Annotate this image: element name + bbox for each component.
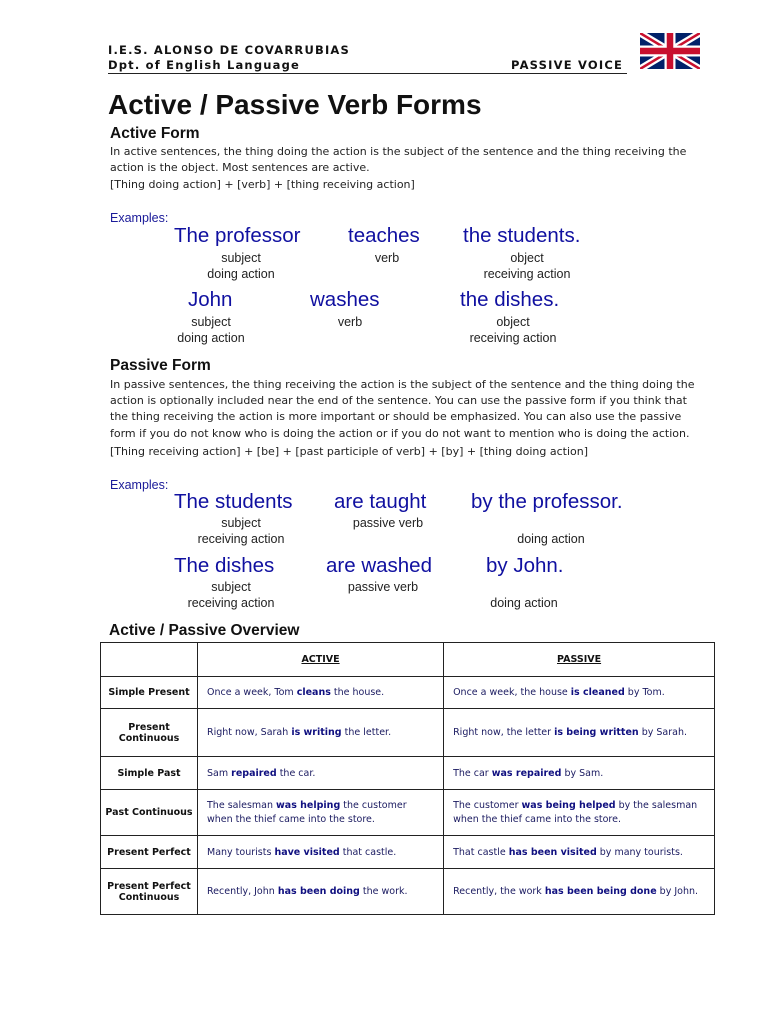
active-ex2-subject: John: [188, 288, 233, 311]
passive-ex2-verb: are washed: [326, 554, 432, 577]
passive-ex2-agent-label: doing action: [490, 596, 558, 610]
active-ex2-verb: washes: [310, 288, 380, 311]
passive-ex2-subject: The dishes: [174, 554, 275, 577]
passive-form-formula: [Thing receiving action] + [be] + [past participle of verb] + [by] + [thing doing action]: [110, 445, 589, 458]
passive-ex1-agent: by the professor.: [471, 490, 623, 513]
active-example-cell: Once a week, Tom cleans the house.: [198, 677, 444, 709]
passive-example-cell: The customer was being helped by the salesman when the thief came into the store.: [444, 790, 715, 836]
active-example-cell: Sam repaired the car.: [198, 757, 444, 790]
active-ex1-verb-label: verb: [374, 251, 400, 265]
table-row: [101, 790, 715, 836]
active-ex2-object: the dishes.: [460, 288, 560, 311]
active-ex1-verb: teaches: [348, 224, 420, 247]
table-header-row: [101, 643, 715, 677]
tense-label: Present Perfect Continuous: [101, 869, 198, 915]
table-row: [101, 677, 715, 709]
passive-form-paragraph: In passive sentences, the thing receiving the action is the subject of the sentence and the thing doing the action is optionally included near the end of the sentence. You can use the passive form if you think that the thing receiving the action is more important or should be emphasized. You can also use the passive form if you do not know who is doing the action or if you do not want to mention who is doing the action.: [110, 378, 695, 440]
table-corner-cell: [101, 643, 198, 677]
active-ex1-object-label: object receiving action: [483, 251, 571, 281]
passive-ex1-subject: The students: [174, 490, 293, 513]
tense-label: Simple Past: [101, 757, 198, 790]
table-row: [101, 709, 715, 757]
header-divider: [108, 73, 627, 74]
passive-ex1-verb-label: passive verb: [352, 516, 424, 530]
passive-ex2-verb-label: passive verb: [347, 580, 419, 594]
active-ex2-verb-label: verb: [337, 315, 363, 329]
overview-table: [100, 642, 715, 915]
active-example-cell: Recently, John has been doing the work.: [198, 869, 444, 915]
active-ex1-subject: The professor: [174, 224, 301, 247]
active-examples-label: Examples:: [110, 211, 169, 225]
passive-ex1-subject-label: subject receiving action: [197, 516, 285, 546]
passive-example-cell: Recently, the work has been being done by John.: [444, 869, 715, 915]
active-example-cell: The salesman was helping the customer when the thief came into the store.: [198, 790, 444, 836]
active-ex1-object: the students.: [463, 224, 581, 247]
active-form-heading: Active Form: [110, 125, 200, 142]
active-form-formula: [Thing doing action] + [verb] + [thing receiving action]: [110, 178, 415, 191]
passive-ex1-agent-label: doing action: [517, 532, 585, 546]
passive-form-heading: Passive Form: [110, 357, 211, 374]
passive-ex1-verb: are taught: [334, 490, 427, 513]
page-title: Active / Passive Verb Forms: [108, 89, 482, 120]
overview-heading: Active / Passive Overview: [109, 622, 300, 639]
passive-ex2-subject-label: subject receiving action: [187, 580, 275, 610]
active-ex2-object-label: object receiving action: [469, 315, 557, 345]
table-row: [101, 869, 715, 915]
active-column-header: ACTIVE: [198, 643, 444, 677]
passive-column-header: PASSIVE: [444, 643, 715, 677]
tense-label: Simple Present: [101, 677, 198, 709]
tense-label: Past Continuous: [101, 790, 198, 836]
uk-flag-icon: [640, 33, 700, 69]
tense-label: Present Continuous: [101, 709, 198, 757]
active-example-cell: Many tourists have visited that castle.: [198, 836, 444, 869]
passive-example-cell: The car was repaired by Sam.: [444, 757, 715, 790]
department-name: Dpt. of English Language: [108, 58, 301, 72]
active-ex2-subject-label: subject doing action: [177, 315, 245, 345]
table-row: [101, 757, 715, 790]
school-name: I.E.S. ALONSO DE COVARRUBIAS: [108, 43, 351, 57]
passive-examples-label: Examples:: [110, 478, 169, 492]
passive-ex2-agent: by John.: [486, 554, 564, 577]
passive-example-cell: Right now, the letter is being written by Sarah.: [444, 709, 715, 757]
tense-label: Present Perfect: [101, 836, 198, 869]
passive-example-cell: That castle has been visited by many tourists.: [444, 836, 715, 869]
table-row: [101, 836, 715, 869]
topic-label: PASSIVE VOICE: [511, 58, 624, 72]
passive-example-cell: Once a week, the house is cleaned by Tom.: [444, 677, 715, 709]
active-ex1-subject-label: subject doing action: [207, 251, 275, 281]
active-form-paragraph: In active sentences, the thing doing the action is the subject of the sentence and the thing receiving the action is the object. Most sentences are active.: [110, 145, 687, 175]
active-example-cell: Right now, Sarah is writing the letter.: [198, 709, 444, 757]
